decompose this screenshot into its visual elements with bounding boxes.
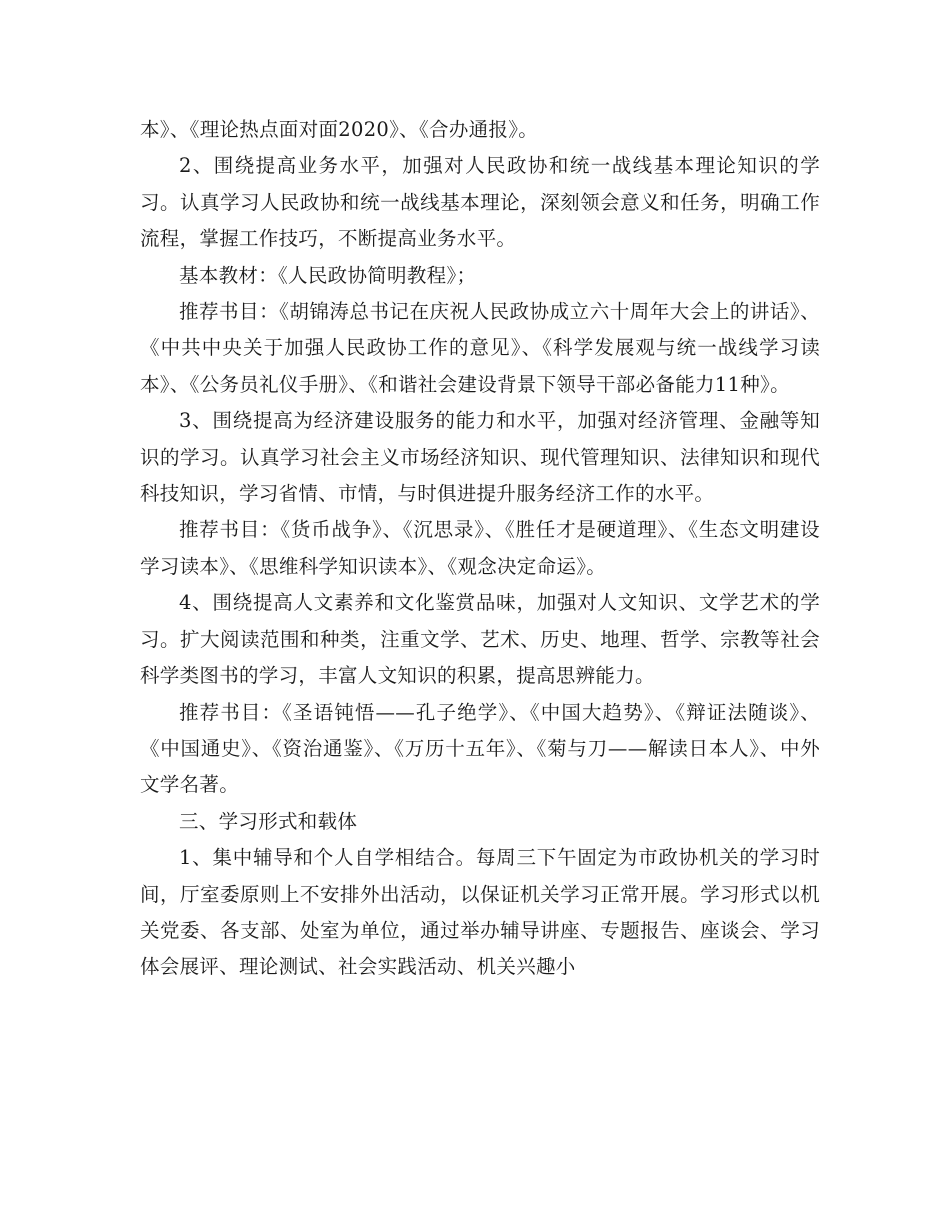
paragraph-recommended-books-2: 推荐书目：《货币战争》、《沉思录》、《胜任才是硬道理》、《生态文明建设学习读本》、《思维科学知识读本》、《观念决定命运》。 xyxy=(140,518,820,578)
paragraph-recommended-books-1: 推荐书目：《胡锦涛总书记在庆祝人民政协成立六十周年大会上的讲话》、《中共中央关于加强人民政协工作的意见》、《科学发展观与统一战线学习读本》、《公务员礼仪手册》、《和谐社会建设背景下领导干部必备能力11种》。 xyxy=(140,300,820,396)
paragraph-recommended-books-3: 推荐书目：《圣语钝悟——孔子绝学》、《中国大趋势》、《辩证法随谈》、《中国通史》、《资治通鉴》、《万历十五年》、《菊与刀——解读日本人》、中外文学名著。 xyxy=(140,700,820,797)
paragraph-item-3: 3、围绕提高为经济建设服务的能力和水平，加强对经济管理、金融等知识的学习。认真学习社会主义市场经济知识、现代管理知识、法律知识和现代科技知识，学习省情、市情，与时俱进提升服务经济工作的水平。 xyxy=(140,409,820,506)
document-body xyxy=(140,112,820,986)
paragraph-basic-textbook: 基本教材：《人民政协简明教程》； xyxy=(179,263,477,287)
section-heading-3: 三、学习形式和载体 xyxy=(179,809,358,833)
paragraph-section3-item-1: 1、集中辅导和个人自学相结合。每周三下午固定为市政协机关的学习时间，厅室委原则上不安排外出活动，以保证机关学习正常开展。学习形式以机关党委、各支部、处室为单位，通过举办辅导讲座、专题报告、座谈会、学习体会展评、理论测试、社会实践活动、机关兴趣小 xyxy=(140,846,820,979)
paragraph-item-2: 2、围绕提高业务水平，加强对人民政协和统一战线基本理论知识的学习。认真学习人民政协和统一战线基本理论，深刻领会意义和任务，明确工作流程，掌握工作技巧，不断提高业务水平。 xyxy=(140,154,820,251)
paragraph-continuation: 本》、《理论热点面对面2020》、《合办通报》。 xyxy=(140,118,539,141)
paragraph-item-4: 4、围绕提高人文素养和文化鉴赏品味，加强对人文知识、文学艺术的学习。扩大阅读范围和种类，注重文学、艺术、历史、地理、哲学、宗教等社会科学类图书的学习，丰富人文知识的积累，提高思辨能力。 xyxy=(140,591,820,688)
